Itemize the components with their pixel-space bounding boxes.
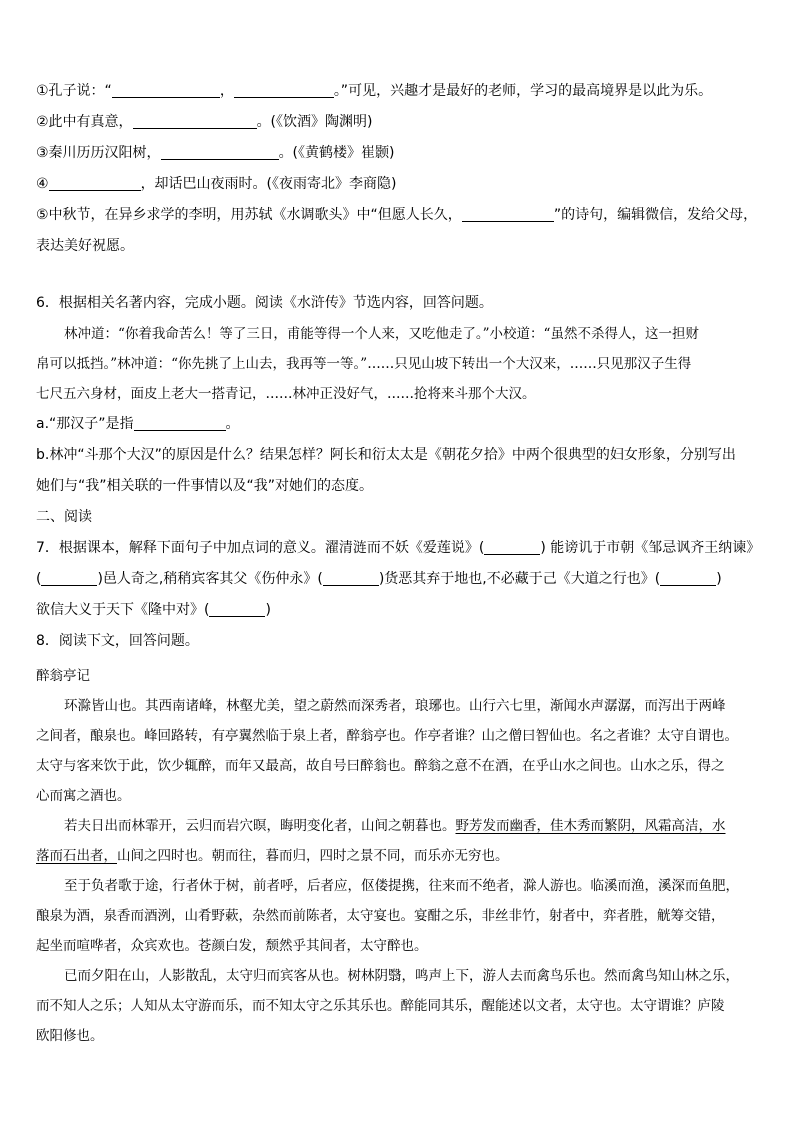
q5-item4-prefix: ④ <box>36 176 49 192</box>
passage-line: 欧阳修也。 <box>36 1028 104 1044</box>
passage-line: 心而寓之酒也。 <box>36 788 131 804</box>
q6-part-a-end: 。 <box>225 416 240 432</box>
q5-item1 <box>36 76 760 107</box>
q8-heading: 8．阅读下文，回答问题。 <box>36 633 199 649</box>
q7-line2 <box>36 564 760 595</box>
passage-line: 酿泉为酒，泉香而酒洌，山肴野蔌，杂然而前陈者，太守宴也。宴酣之乐，非丝非竹，射者中，弈者胜，觥筹交错， <box>36 908 725 924</box>
q6-excerpt-line: 帛可以抵挡。”林冲道：“你先挑了上山去，我再等一等。”……只见山坡下转出一个大汉来，……只见那汉子生得 <box>36 356 692 372</box>
passage-title: 醉翁亭记 <box>36 668 90 684</box>
q7-text: 欲信大义于天下《隆中对》( <box>36 602 210 618</box>
passage-line <box>36 811 760 841</box>
passage-line: 起坐而喧哗者，众宾欢也。苍颜白发，颓然乎其间者，太守醉也。 <box>36 938 428 954</box>
underlined-sentence: 野芳发而幽香，佳木秀而繁阴，风霜高洁，水 <box>455 818 726 834</box>
q5-item1-prefix: ①孔子说：“ <box>36 83 112 99</box>
section-heading: 二、阅读 <box>36 509 92 525</box>
answer-blank[interactable] <box>209 600 265 617</box>
q7-text: )邑人奇之,稍稍宾客其父《伤仲永》( <box>97 571 323 587</box>
answer-blank[interactable] <box>484 538 540 555</box>
answer-blank[interactable] <box>660 569 716 586</box>
q5-item1-separator: ， <box>219 83 234 99</box>
q7-line1 <box>36 533 760 564</box>
answer-blank[interactable] <box>462 205 554 222</box>
q7-text: ( <box>36 571 42 587</box>
q6-part-a-prompt: a.“那汉子”是指 <box>36 416 134 432</box>
q6-part-b-continuation: 她们与“我”相关联的一件事情以及“我”对她们的态度。 <box>36 478 374 494</box>
q5-item4-suffix: ，却话巴山夜雨时。(《夜雨寄北》李商隐) <box>140 176 397 192</box>
q5-item2-suffix: 。(《饮酒》陶渊明) <box>256 114 373 130</box>
passage-line: 已而夕阳在山，人影散乱，太守归而宾客从也。树林阴翳，鸣声上下，游人去而禽鸟乐也。然而禽鸟知山林之乐， <box>64 968 739 984</box>
q6-excerpt-line: 林冲道：“你着我命苦么！等了三日，甫能等得一个人来，又吃他走了。”小校道：“虽然不杀得人，这一担财 <box>64 326 699 342</box>
q5-item3-suffix: 。(《黄鹤楼》崔颢) <box>278 145 395 161</box>
q5-item4 <box>36 169 760 200</box>
q5-item2 <box>36 107 760 138</box>
q6-heading: 6．根据相关名著内容，完成小题。阅读《水浒传》节选内容，回答问题。 <box>36 295 493 311</box>
passage-line: 而不知人之乐；人知从太守游而乐，而不知太守之乐其乐也。醉能同其乐，醒能述以文者，太守也。太守谓谁？庐陵 <box>36 998 725 1014</box>
answer-blank[interactable] <box>134 414 226 431</box>
q5-item5-suffix: ”的诗句，编辑微信，发给父母， <box>553 207 758 223</box>
underlined-sentence: 落而石出者， <box>36 848 117 864</box>
answer-blank[interactable] <box>49 174 141 191</box>
answer-blank[interactable] <box>234 81 334 98</box>
answer-blank[interactable] <box>323 569 379 586</box>
answer-blank[interactable] <box>112 81 220 98</box>
passage-text: 若夫日出而林霏开，云归而岩穴暝，晦明变化者，山间之朝暮也。 <box>64 818 456 834</box>
q7-line3 <box>36 595 760 626</box>
answer-blank[interactable] <box>161 143 279 160</box>
answer-blank[interactable] <box>41 569 97 586</box>
q5-item5-continuation: 表达美好祝愿。 <box>36 238 134 254</box>
q5-item3-prefix: ③秦川历历汉阳树， <box>36 145 161 161</box>
q6-part-a <box>36 409 760 440</box>
spacer <box>36 262 760 288</box>
q5-item5-prefix: ⑤中秋节，在异乡求学的李明，用苏轼《水调歌头》中“但愿人长久， <box>36 207 462 223</box>
passage-line: 环滁皆山也。其西南诸峰，林壑尤美，望之蔚然而深秀者，琅琊也。山行六七里，渐闻水声潺潺，而泻出于两峰 <box>64 698 726 714</box>
q7-text: ) <box>265 602 271 618</box>
q7-text: ) 能谤讥于市朝《邹忌讽齐王纳谏》 <box>540 540 761 556</box>
q7-text: )货恶其弃于地也,不必藏于己《大道之行也》( <box>378 571 661 587</box>
passage-line <box>36 841 760 871</box>
q7-text: 7．根据课本，解释下面句子中加点词的意义。濯清涟而不妖《爱莲说》( <box>36 540 485 556</box>
answer-blank[interactable] <box>133 112 257 129</box>
q6-part-b: b.林冲“斗那个大汉”的原因是什么？结果怎样？阿长和衍太太是《朝花夕拾》中两个很典型的妇女形象，分别写出 <box>36 447 736 463</box>
passage-line: 之间者，酿泉也。峰回路转，有亭翼然临于泉上者，醉翁亭也。作亭者谁？山之僧曰智仙也。名之者谁？太守自谓也。 <box>36 728 738 744</box>
q7-text: ) <box>716 571 722 587</box>
passage-text: 山间之四时也。朝而往，暮而归，四时之景不同，而乐亦无穷也。 <box>117 848 509 864</box>
q5-item1-suffix: 。”可见，兴趣才是最好的老师，学习的最高境界是以此为乐。 <box>333 83 713 99</box>
q5-item2-prefix: ②此中有真意， <box>36 114 133 130</box>
q6-excerpt-line: 七尺五六身材，面皮上老大一搭青记，……林冲正没好气，……抢将来斗那个大汉。 <box>36 386 536 402</box>
q5-item3 <box>36 138 760 169</box>
passage-line: 太守与客来饮于此，饮少辄醉，而年又最高，故自号曰醉翁也。醉翁之意不在酒，在乎山水之间也。山水之乐，得之 <box>36 758 725 774</box>
passage-line: 至于负者歌于途，行者休于树，前者呼，后者应，伛偻提携，往来而不绝者，滁人游也。临溪而渔，溪深而鱼肥， <box>64 878 739 894</box>
exam-page <box>36 76 760 1051</box>
q5-item5 <box>36 200 760 231</box>
